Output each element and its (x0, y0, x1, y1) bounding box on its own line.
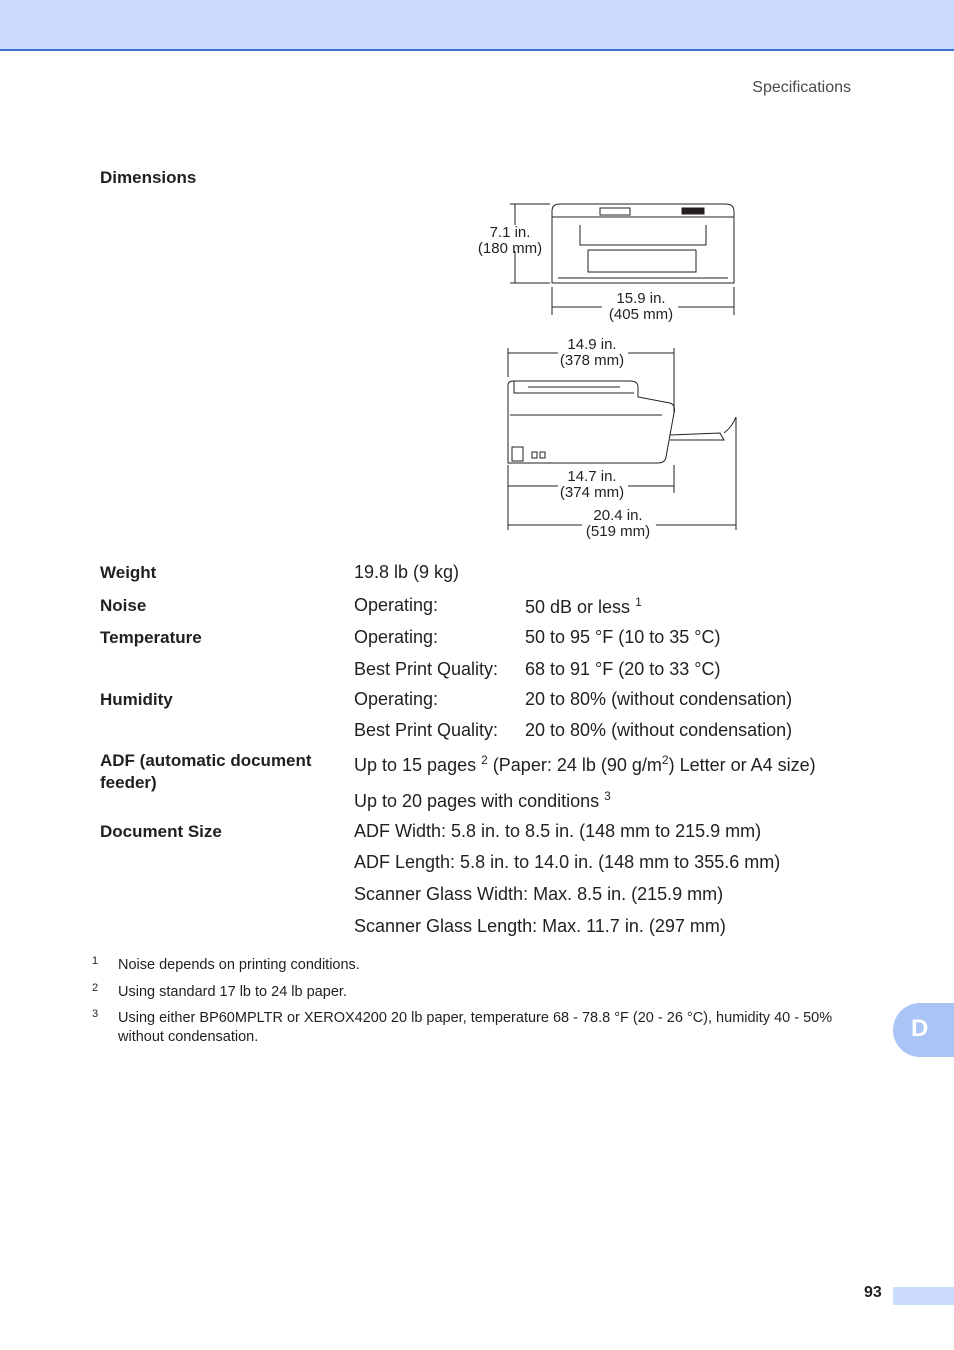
appendix-tab-letter: D (911, 1015, 929, 1042)
depth-total-dimension-label: 20.4 in. (519 mm) (585, 507, 651, 540)
noise-mode: Operating: (354, 595, 439, 615)
footnote-1-text: Noise depends on printing conditions. (118, 957, 360, 973)
page-number: 93 (864, 1284, 882, 1301)
noise-value: 50 dB or less $^1$ (525, 595, 642, 617)
footnote-1-number: 1 (92, 955, 99, 967)
dimensions-figure (470, 195, 750, 545)
footnote-3-text: Using either BP60MPLTR or XEROX4200 20 lb paper, temperature 68 - 78.8 °F (20 - 26 °C), humidity 40 - 50% without condensation. (118, 1010, 833, 1045)
adf-label: ADF (automatic document feeder) (100, 751, 312, 792)
adf-length-line: ADF Length: 5.8 in. to 14.0 in. (148 mm to 355.6 mm) (354, 852, 781, 872)
noise-label: Noise (100, 596, 147, 615)
footnote-2-number: 2 (92, 982, 99, 994)
humidity-best-value: 20 to 80% (without condensation) (525, 720, 793, 740)
width-dimension-label: 15.9 in. (405 mm) (608, 290, 674, 323)
footnote-ref: 1 (635, 595, 642, 609)
scanner-glass-length-line: Scanner Glass Length: Max. 11.7 in. (297 mm) (354, 916, 726, 936)
humidity-label: Humidity (100, 690, 173, 709)
weight-value: 19.8 lb (9 kg) (354, 562, 460, 582)
depth-top-dimension-label: 14.9 in. (378 mm) (559, 336, 625, 369)
depth-body-dimension-label: 14.7 in. (374 mm) (559, 468, 625, 501)
scanner-glass-width-line: Scanner Glass Width: Max. 8.5 in. (215.9 mm) (354, 884, 724, 904)
temperature-operating-value: 50 to 95 °F (10 to 35 °C) (525, 627, 721, 647)
footnote-ref: 3 (604, 789, 611, 803)
adf-capacity-line: Up to 15 pages $^2$ (Paper: 24 lb (90 $g/m^2$) Letter or A4 size) (354, 753, 816, 775)
temperature-best-mode: Best Print Quality: (354, 659, 499, 679)
height-dimension-label: 7.1 in. (180 mm) (477, 224, 543, 257)
humidity-operating-value: 20 to 80% (without condensation) (525, 689, 793, 709)
document-size-label: Document Size (100, 822, 222, 841)
adf-width-line: ADF Width: 5.8 in. to 8.5 in. (148 mm to 215.9 mm) (354, 821, 762, 841)
page-number-bar (893, 1287, 954, 1305)
footnote-2-text: Using standard 17 lb to 24 lb paper. (118, 984, 347, 1000)
humidity-operating-mode: Operating: (354, 689, 439, 709)
footnote-ref: 2 (481, 753, 488, 767)
dimensions-heading: Dimensions (100, 168, 197, 187)
temperature-best-value: 68 to 91 °F (20 to 33 °C) (525, 659, 721, 679)
header-band (0, 0, 954, 51)
temperature-operating-mode: Operating: (354, 627, 439, 647)
adf-conditions-line: Up to 20 pages with conditions $^3$ (354, 789, 611, 811)
appendix-tab[interactable] (893, 1003, 954, 1057)
footnote-3-number: 3 (92, 1008, 99, 1020)
running-head: Specifications (752, 79, 851, 96)
weight-label: Weight (100, 563, 157, 582)
humidity-best-mode: Best Print Quality: (354, 720, 499, 740)
temperature-label: Temperature (100, 628, 202, 647)
